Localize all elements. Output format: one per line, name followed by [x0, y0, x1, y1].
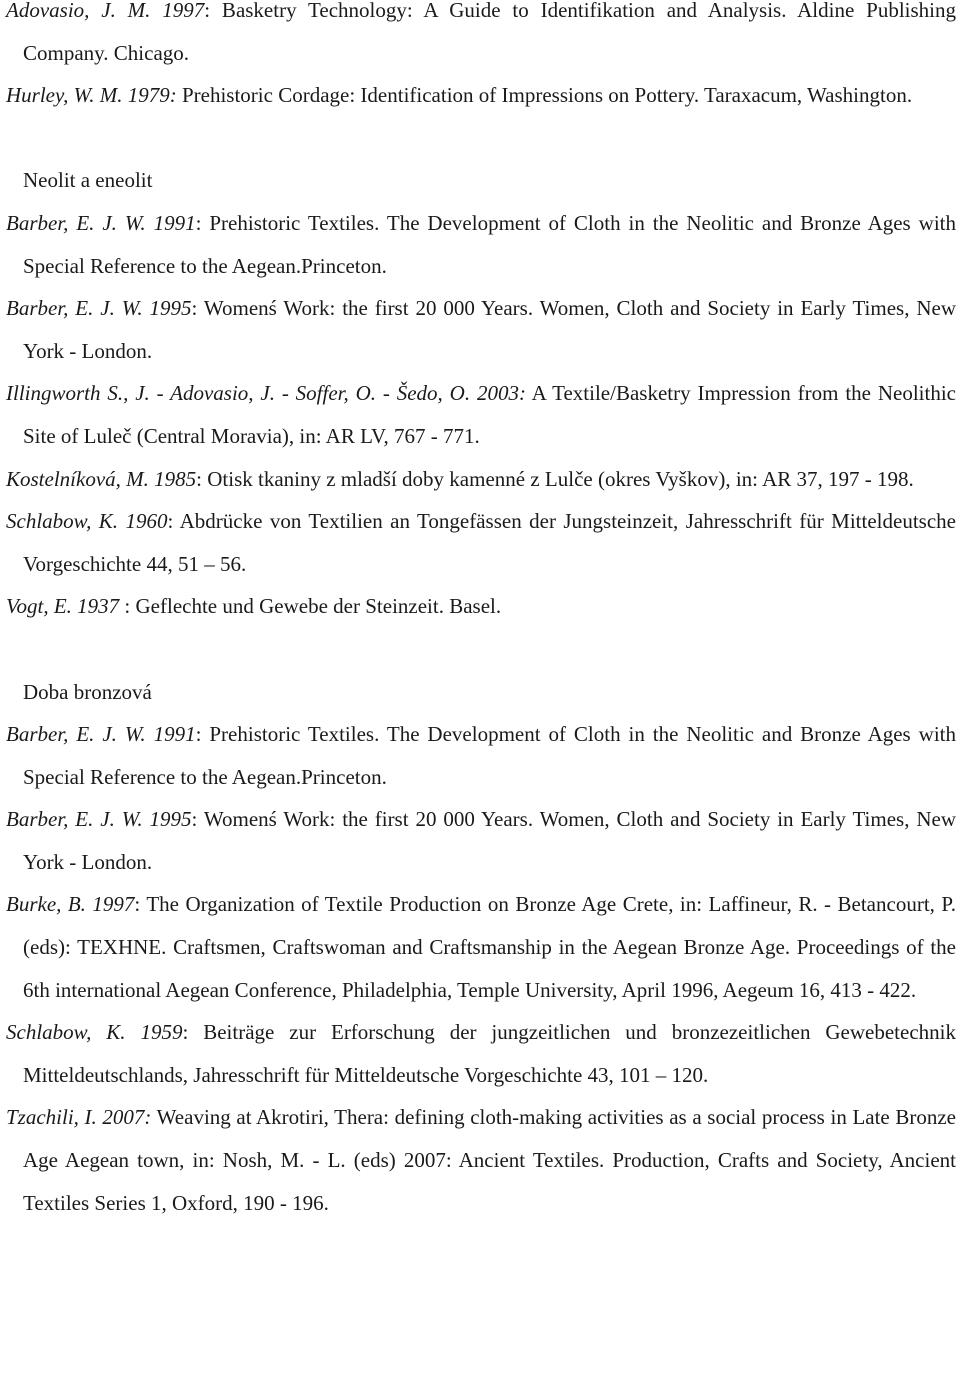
reference-entry: [6, 585, 956, 628]
reference-text: The Organization of Textile Production on Bronze Age Crete, in: Laffineur, R. - Betancourt, P. (eds): TEXHNE. Craftsmen, Craftswoman and Craftsmanship in the Aegean Bronze Age. Proceedings of the 6th international Aegean Conference, Philadelphia, Temple University, April 1996, Aegeum 16, 413 - 422.: [23, 892, 956, 1002]
reference-author: Schlabow, K.: [6, 509, 119, 534]
reference-separator: :: [204, 0, 211, 22]
reference-author: Burke, B.: [6, 892, 86, 917]
reference-text: Womenś Work: the first 20 000 Years. Women, Cloth and Society in Early Times, New York - London.: [23, 807, 956, 874]
reference-text: Geflechte und Gewebe der Steinzeit. Basel.: [130, 594, 502, 619]
reference-text: Otisk tkaniny z mladší doby kamenné z Lulče (okres Vyškov), in: AR 37, 197 - 198.: [201, 466, 914, 491]
reference-author: Barber, E. J. W.: [6, 807, 143, 832]
reference-author: Illingworth S., J. - Adovasio, J. - Soffer, O. - Šedo, O.: [6, 381, 471, 406]
reference-author: Schlabow, K.: [6, 1020, 126, 1045]
reference-text: Basketry Technology: A Guide to Identifikation and Analysis. Aldine Publishing Company. Chicago.: [23, 0, 956, 65]
reference-entry: [6, 202, 956, 287]
reference-author: Barber, E. J. W.: [6, 296, 143, 321]
reference-text: Beiträge zur Erforschung der jungzeitlichen und bronzezeitlichen Gewebetechnik Mitteldeutschlands, Jahresschrift für Mitteldeutsche Vorgeschichte 43, 101 – 120.: [23, 1020, 956, 1087]
reference-author: Kostelníková, M.: [6, 466, 149, 491]
reference-separator: :: [191, 807, 198, 832]
reference-separator: :: [195, 210, 202, 235]
reference-separator: :: [167, 509, 174, 534]
reference-year: 1985: [154, 466, 197, 491]
reference-entry: [6, 458, 956, 501]
reference-text: A Textile/Basketry Impression from the Neolithic Site of Luleč (Central Moravia), in: AR LV, 767 - 771.: [23, 381, 956, 448]
reference-separator: :: [119, 594, 131, 619]
reference-separator: :: [182, 1020, 189, 1045]
reference-author: Barber, E. J. W.: [6, 210, 146, 235]
reference-entry: [6, 798, 956, 883]
reference-text: Prehistoric Textiles. The Development of Cloth in the Neolitic and Bronze Ages with Special Reference to the Aegean.Princeton.: [23, 210, 956, 278]
reference-author: Vogt, E.: [6, 594, 72, 619]
reference-year: 2007:: [102, 1105, 152, 1130]
reference-entry: [6, 372, 956, 457]
reference-author: Adovasio, J. M.: [6, 0, 151, 22]
section-heading: Doba bronzová: [23, 679, 152, 704]
reference-entry: [6, 883, 956, 1011]
reference-text: Womenś Work: the first 20 000 Years. Women, Cloth and Society in Early Times, New York - London.: [23, 296, 956, 363]
reference-separator: :: [196, 466, 202, 491]
reference-year: 1959: [140, 1020, 183, 1045]
reference-author: Tzachili, I.: [6, 1105, 97, 1130]
reference-text: Prehistoric Textiles. The Development of Cloth in the Neolitic and Bronze Ages with Special Reference to the Aegean.Princeton.: [23, 722, 956, 789]
reference-year: 1995: [149, 807, 192, 832]
bibliography: [6, 0, 956, 1224]
bibliography-section-general: [6, 0, 956, 117]
reference-text: Prehistoric Cordage: Identification of Impressions on Pottery. Taraxacum, Washington.: [176, 83, 913, 108]
reference-separator: :: [134, 892, 141, 917]
reference-year: 1979:: [127, 83, 177, 108]
reference-entry: [6, 74, 956, 117]
section-spacer: [6, 628, 956, 671]
reference-year: 2003:: [476, 381, 526, 406]
reference-year: 1995: [149, 296, 192, 321]
reference-year: 1937: [77, 594, 120, 619]
reference-entry: [6, 287, 956, 372]
reference-entry: [6, 0, 956, 74]
section-heading: Neolit a eneolit: [23, 168, 153, 193]
reference-entry: [6, 1011, 956, 1096]
reference-year: 1997: [162, 0, 205, 22]
reference-entry: [6, 1096, 956, 1224]
reference-year: 1997: [92, 892, 135, 917]
section-spacer: [6, 117, 956, 160]
reference-entry: [6, 713, 956, 798]
reference-author: Barber, E. J. W.: [6, 722, 146, 747]
reference-separator: :: [191, 296, 198, 321]
bibliography-section-bronze-age: [6, 671, 956, 1225]
bibliography-section-neolit: [6, 159, 956, 628]
reference-separator: :: [195, 722, 202, 747]
reference-year: 1991: [153, 210, 196, 235]
reference-year: 1991: [153, 722, 196, 747]
reference-author: Hurley, W. M.: [6, 83, 123, 108]
reference-entry: [6, 500, 956, 585]
reference-text: Abdrücke von Textilien an Tongefässen der Jungsteinzeit, Jahresschrift für Mitteldeutsche Vorgeschichte 44, 51 – 56.: [23, 509, 956, 576]
reference-text: Weaving at Akrotiri, Thera: defining cloth-making activities as a social process in Late Bronze Age Aegean town, in: Nosh, M. - L. (eds) 2007: Ancient Textiles. Production, Crafts and Society, Ancient Textiles Series 1, Oxford, 190 - 196.: [23, 1105, 957, 1215]
reference-year: 1960: [125, 509, 168, 534]
